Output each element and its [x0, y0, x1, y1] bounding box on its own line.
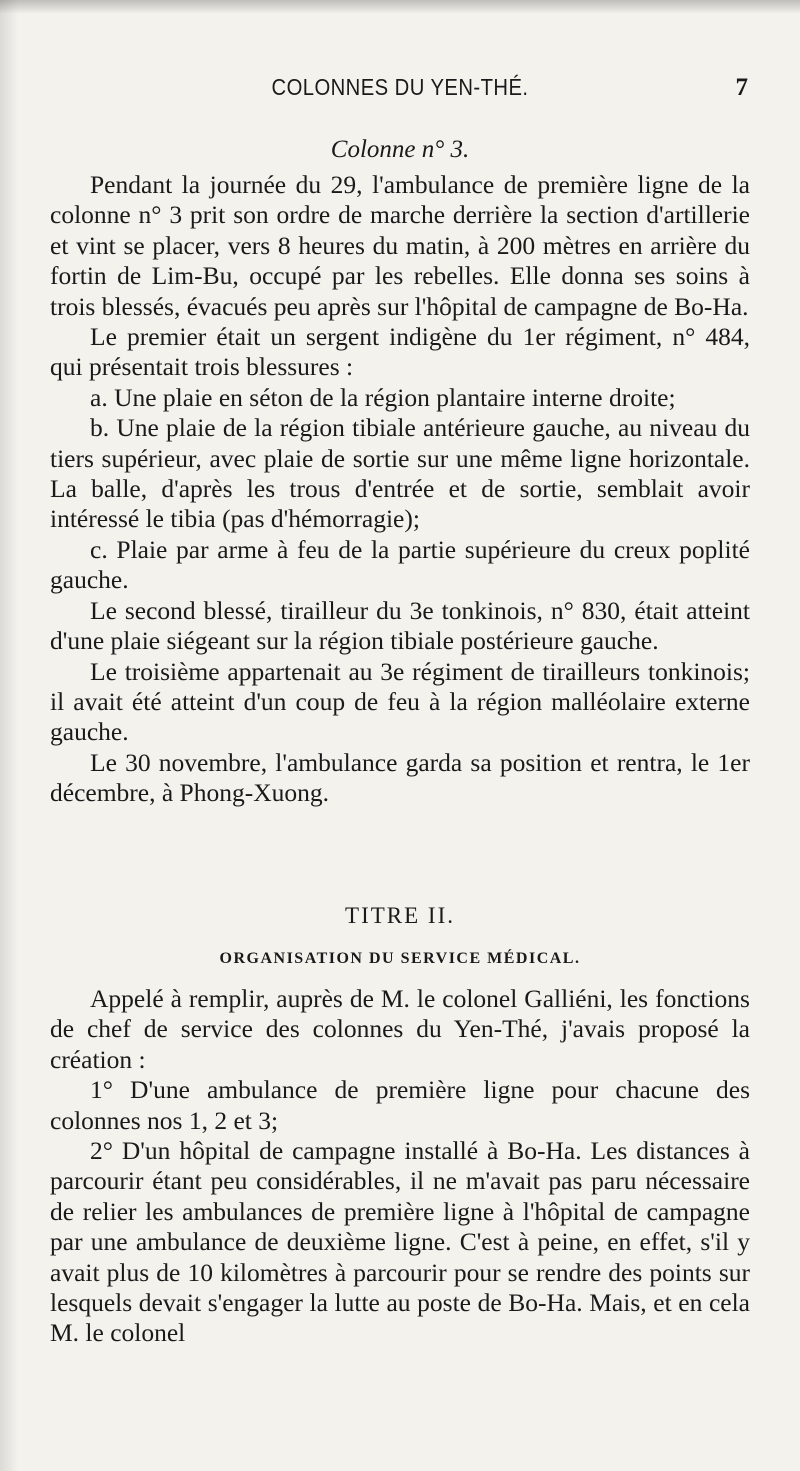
paragraph: Le premier était un sergent indigène du 1er régiment, n° 484, qui présentait trois blessures :	[50, 322, 750, 382]
titre-subtitle: ORGANISATION DU SERVICE MÉDICAL.	[219, 950, 581, 967]
paragraph: Appelé à remplir, auprès de M. le colonel Galliéni, les fonctions de chef de service des colonnes du Yen-Thé, j'avais proposé la création :	[50, 984, 750, 1074]
paragraph: Pendant la journée du 29, l'ambulance de première ligne de la colonne n° 3 prit son ordre de marche derrière la section d'artillerie et vint se placer, vers 8 heures du matin, à 200 mètres en arrière du fortin de Lim-Bu, occupé par les rebelles. Elle donna ses soins à trois blessés, évacués peu après sur l'hôpital de campagne de Bo-Ha.	[50, 170, 750, 321]
paragraph: b. Une plaie de la région tibiale antérieure gauche, au niveau du tiers supérieur, avec plaie de sortie sur une même ligne horizontale. La balle, d'après les trous d'entrée et de sortie, semblait avoir intéressé le tibia (pas d'hémorragie);	[50, 413, 750, 534]
titre-heading: TITRE II.	[345, 903, 455, 928]
paragraph: c. Plaie par arme à feu de la partie supérieure du creux poplité gauche.	[50, 534, 750, 595]
paragraph: a. Une plaie en séton de la région plantaire interne droite;	[90, 382, 676, 412]
paragraph: 1° D'une ambulance de première ligne pour chacune des colonnes nos 1, 2 et 3;	[50, 1075, 750, 1135]
page-number: 7	[735, 74, 748, 101]
paragraph: 2° D'un hôpital de campagne installé à Bo-Ha. Les distances à parcourir étant peu considérables, il ne m'avait pas paru nécessaire de relier les ambulances de première ligne à l'hôpital de campagne par une ambulance de deuxième ligne. C'est à peine, en effet, s'il y avait plus de 10 kilomètres à parcourir pour se rendre des points sur lesquels devait s'engager la lutte au poste de Bo-Ha. Mais, et en cela M. le colonel	[50, 1136, 750, 1348]
running-head	[0, 70, 800, 106]
text-block-organisation	[50, 984, 750, 1349]
section-heading: Colonne n° 3.	[330, 136, 470, 163]
paragraph: Le second blessé, tirailleur du 3e tonkinois, n° 830, était atteint d'une plaie siégeant sur la région tibiale postérieure gauche.	[50, 595, 750, 656]
paragraph: Le 30 novembre, l'ambulance garda sa position et rentra, le 1er décembre, à Phong-Xuong.	[50, 747, 750, 808]
text-block-colonne-3	[50, 170, 750, 809]
paragraph: Le troisième appartenait au 3e régiment de tirailleurs tonkinois; il avait été atteint d'un coup de feu à la région malléolaire externe gauche.	[50, 656, 750, 747]
running-title: COLONNES DU YEN-THÉ.	[271, 74, 529, 100]
